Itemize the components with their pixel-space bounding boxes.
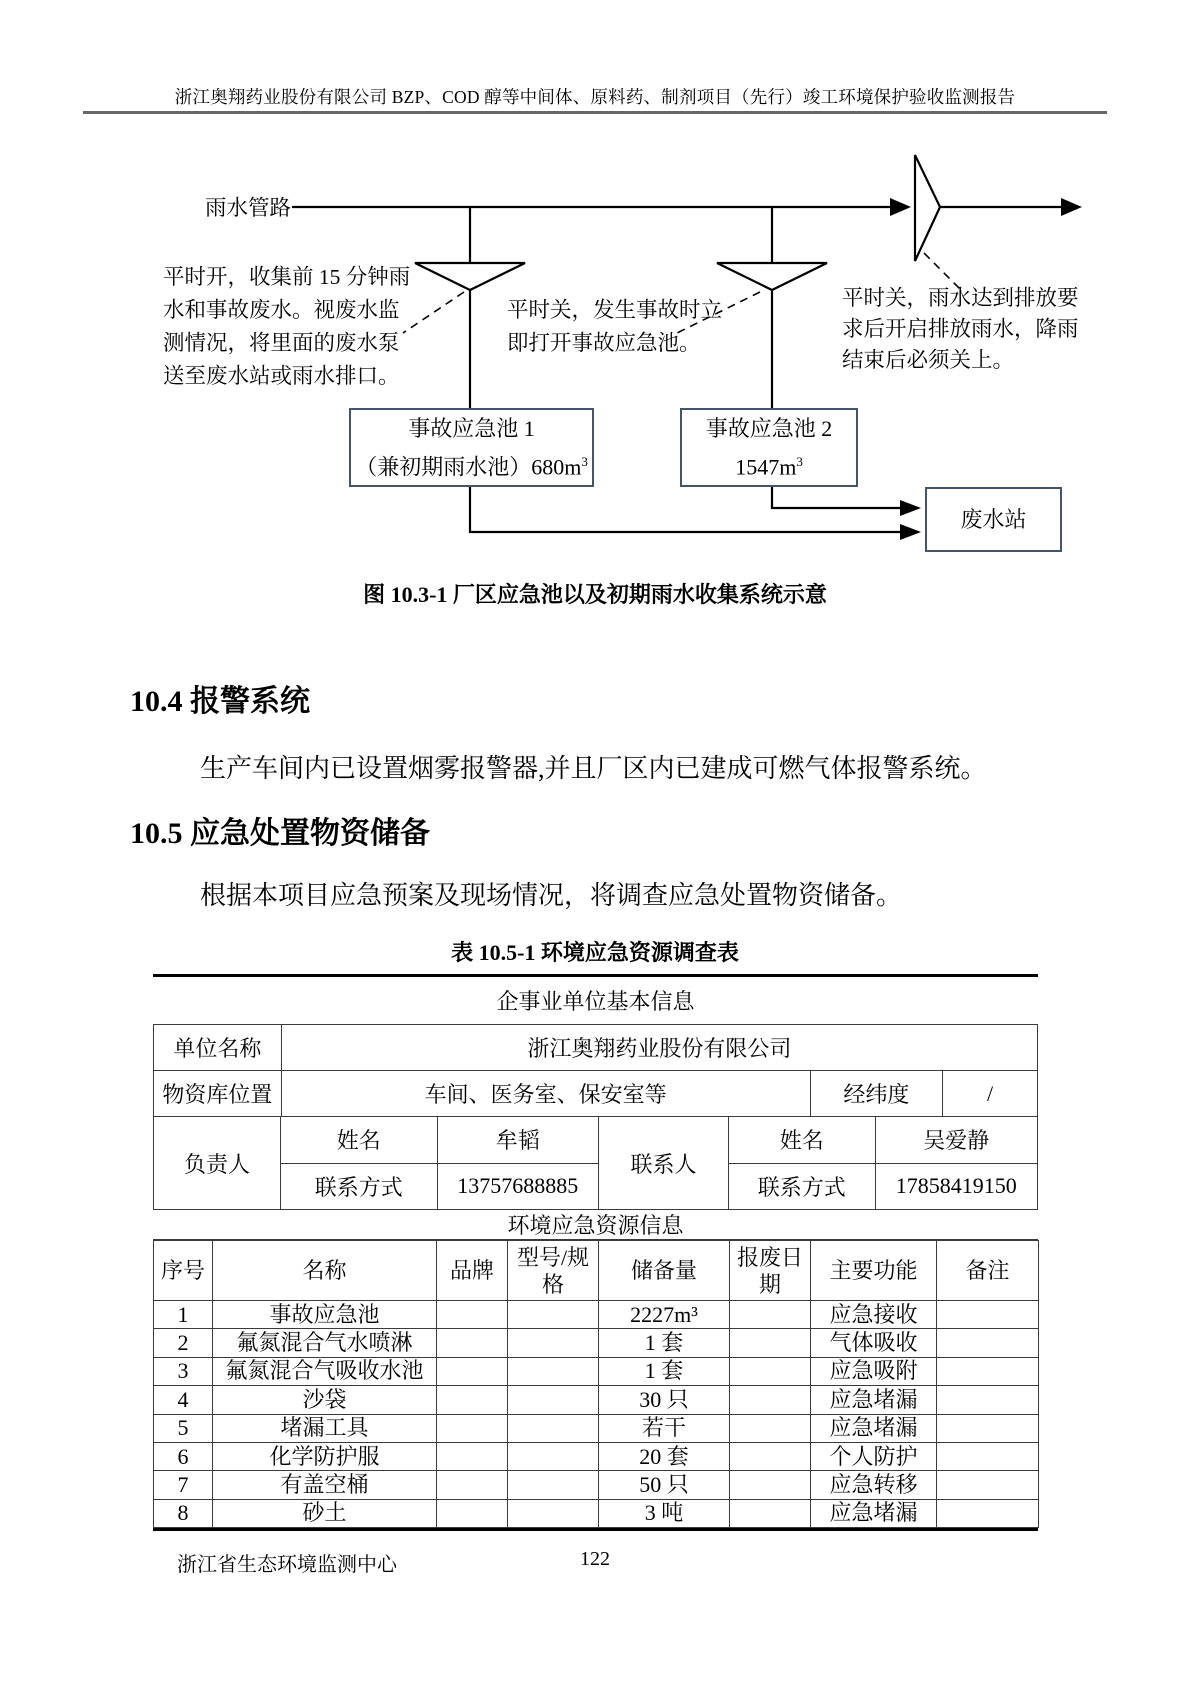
arrowhead-icon <box>900 524 921 540</box>
table-row: 8 砂土 3 吨 应急堵漏 <box>154 1499 1039 1527</box>
footer-page-number: 122 <box>580 1548 610 1570</box>
manager-name-value: 牟韬 <box>437 1117 598 1163</box>
table-row: 3 氟氮混合气吸收水池 1 套 应急吸附 <box>154 1357 1039 1385</box>
col-header: 名称 <box>213 1241 437 1301</box>
header-rule <box>83 111 1107 114</box>
valve-branch1-icon <box>415 263 525 290</box>
contact-phone-value: 17858419150 <box>875 1164 1037 1210</box>
col-header: 报废日期 <box>730 1241 811 1301</box>
manager-phone-value: 13757688885 <box>437 1164 598 1210</box>
latlng-value: / <box>942 1071 1037 1116</box>
emergency-pool-1-box: 事故应急池 1 （兼初期雨水池）$680m^3$ <box>349 408 594 487</box>
valve-branch2-icon <box>717 263 827 290</box>
unit-name-label: 单位名称 <box>173 1036 262 1061</box>
table-caption: 表 10.5-1 环境应急资源调查表 <box>451 940 739 965</box>
table-row: 6 化学防护服 20 套 个人防护 <box>154 1442 1039 1470</box>
table-section-basic-info: 企事业单位基本信息 <box>153 977 1038 1025</box>
emergency-pool-2-box: 事故应急池 2 $1547m^3$ <box>680 408 858 487</box>
latlng-label: 经纬度 <box>810 1071 943 1116</box>
table-row: 2 氟氮混合气水喷淋 1 套 气体吸收 <box>154 1329 1039 1357</box>
diagram-note-left: 平时开，收集前 15 分钟雨 水和事故废水。视废水监 测情况，将里面的废水泵 送至废水站或雨水排口。 <box>163 265 411 388</box>
diagram-note-middle: 平时关，发生事故时立 即打开事故应急池。 <box>507 298 723 355</box>
col-header: 序号 <box>154 1241 213 1301</box>
valve-outlet-icon <box>915 155 940 261</box>
diagram-note-right: 平时关，雨水达到排放要 求后开启排放雨水，降雨 结束后必须关上。 <box>842 286 1079 372</box>
paragraph-10-4: 生产车间内已设置烟雾报警器,并且厂区内已建成可燃气体报警系统。 <box>200 754 987 783</box>
manager-name-label: 姓名 <box>336 1128 381 1154</box>
emergency-resource-table <box>153 974 1038 1531</box>
storage-location-label: 物资库位置 <box>162 1082 273 1107</box>
section-title-10-5: 10.5 应急处置物资储备 <box>130 817 430 850</box>
contact-phone-label: 联系方式 <box>757 1174 846 1200</box>
unit-name-value: 浙江奥翔药业股份有限公司 <box>281 1025 1037 1070</box>
contact-name-label: 姓名 <box>779 1128 824 1154</box>
resource-grid <box>153 1240 1039 1528</box>
storage-location-value: 车间、医务室、保安室等 <box>281 1071 810 1116</box>
table-row <box>153 1117 1038 1210</box>
arrowhead-icon <box>890 198 911 216</box>
waste-station-box: 废水站 <box>925 487 1062 552</box>
table-row: 4 沙袋 30 只 应急堵漏 <box>154 1386 1039 1414</box>
table-section-resource-info: 环境应急资源信息 <box>153 1210 1038 1240</box>
manager-phone-label: 联系方式 <box>314 1174 403 1200</box>
manager-label: 负责人 <box>184 1151 251 1177</box>
col-header: 主要功能 <box>811 1241 937 1301</box>
table-row: 1 事故应急池 2227m³ 应急接收 <box>154 1301 1039 1329</box>
page-header: 浙江奥翔药业股份有限公司 BZP、COD 醇等中间体、原料药、制剂项目（先行）竣工环境保护验收监测报告 <box>174 87 1016 107</box>
col-header: 储备量 <box>599 1241 730 1301</box>
table-row: 5 堵漏工具 若干 应急堵漏 <box>154 1414 1039 1442</box>
contact-name-value: 吴爱静 <box>875 1117 1037 1163</box>
col-header: 备注 <box>937 1241 1039 1301</box>
arrowhead-icon <box>900 500 921 516</box>
col-header: 品牌 <box>437 1241 508 1301</box>
table-header-row <box>154 1241 1039 1301</box>
arrowhead-icon <box>1061 198 1082 216</box>
footer-organization: 浙江省生态环境监测中心 <box>177 1554 397 1576</box>
col-header: 型号/规格 <box>508 1241 599 1301</box>
table-row <box>153 1071 1038 1117</box>
figure-caption: 图 10.3-1 厂区应急池以及初期雨水收集系统示意 <box>363 582 827 607</box>
table-row <box>153 1025 1038 1071</box>
contact-label: 联系人 <box>598 1117 728 1209</box>
pipeline-label: 雨水管路 <box>205 196 292 220</box>
table-row: 7 有盖空桶 50 只 应急转移 <box>154 1471 1039 1499</box>
paragraph-10-5: 根据本项目应急预案及现场情况，将调查应急处置物资储备。 <box>200 881 903 910</box>
section-title-10-4: 10.4 报警系统 <box>130 685 310 718</box>
